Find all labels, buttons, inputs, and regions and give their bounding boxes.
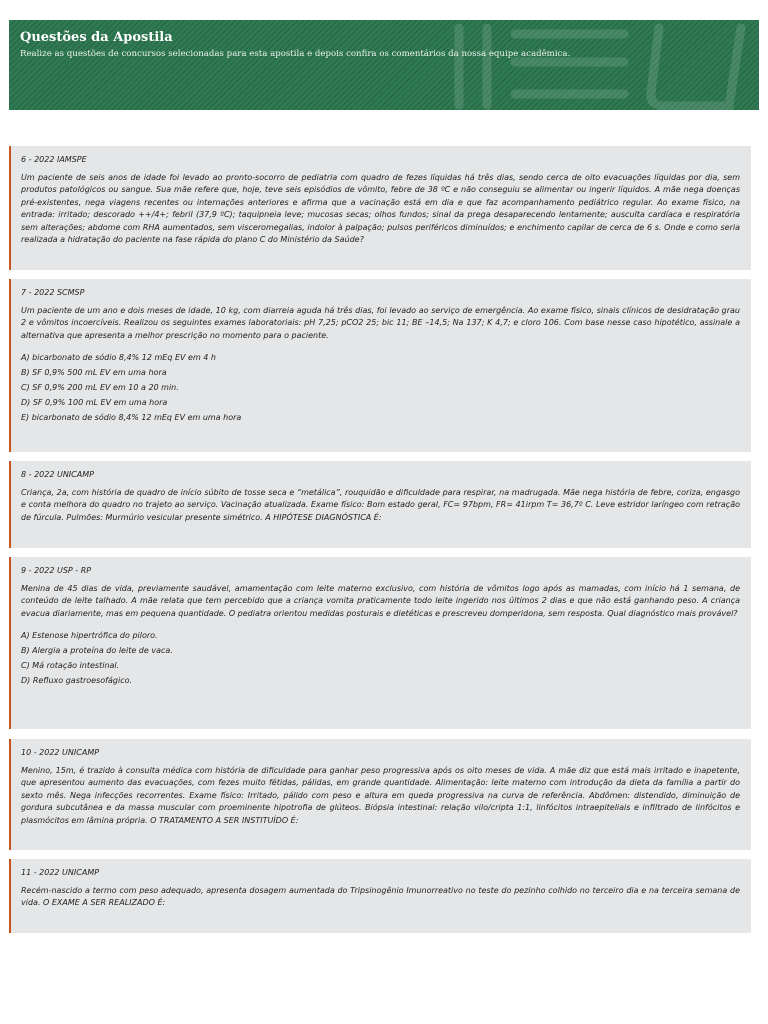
question-text: Menina de 45 dias de vida, previamente saudável, amamentação com leite materno exclusivo, com história de vômitos logo após as mamadas, com início há 1 semana, de conteúdo de leite talhado. A mãe relata que tem percebido que a criança vomita praticamente todo leite ingerido nos últimos 2 dias e que não está ganhando peso. A criança evacua diariamente, mas em pequena quantidade. O pediatra orientou medidas posturais e dietéticas e prescreveu domperidona, sem resposta. Qual diagnóstico mais provável?: [21, 584, 740, 618]
option-b[interactable]: B) Alergia a proteína do leite de vaca.: [21, 646, 173, 656]
option-d[interactable]: D) Refluxo gastroesofágico.: [21, 676, 133, 686]
option-c[interactable]: C) SF 0,9% 200 mL EV em 10 a 20 min.: [21, 383, 179, 393]
question-heading: 10 - 2022 UNICAMP: [21, 748, 100, 757]
question-text: Um paciente de um ano e dois meses de idade, 10 kg, com diarreia aguda há três dias, foi levado ao serviço de emergência. Ao exame físico, sinais clínicos de desidratação grau 2 e vômitos incoercíveis. Realizou os seguintes exames laboratoriais: pH 7,25; pCO2 25; bic 11; BE –14,5; Na 137; K 4,7; e cloro 106. Com base nesse caso hipotético, assinale a alternativa que apresenta a melhor prescrição no momento para o paciente.: [21, 306, 740, 340]
question-heading: 6 - 2022 IAMSPE: [21, 155, 87, 164]
question-text: Um paciente de seis anos de idade foi levado ao pronto-socorro de pediatria com quadro de fezes líquidas há três dias, sendo cerca de oito evacuações líquidas por dia, sem produtos patológicos ou sangue. Sua mãe refere que, hoje, teve seis episódios de vômito, febre de 38 ºC e não conseguiu se alimentar ou ingerir líquidos. A mãe nega doenças pré-existentes, nega viagens recentes ou internações anteriores e afirma que a vacinação está em dia e que faz acompanhamento pediátrico regular. Ao exame físico, na entrada: irritado; descorado ++/4+; febril (37,9 ºC); taquipneia leve; mucosas secas; olhos fundos; sinal da prega desaparecendo lentamente; ausculta cardíaca e respiratória sem alterações; abdome com RHA aumentados, sem visceromegalias, indolor à palpação; pulsos periféricos diminuídos; e enchimento capilar de cerca de 6 s. Onde e como seria realizada a hidratação do paciente na fase rápida do plano C do Ministério da Saúde?: [21, 173, 740, 245]
question-heading: 8 - 2022 UNICAMP: [21, 470, 94, 479]
question-text: Criança, 2a, com história de quadro de início súbito de tosse seca e “metálica”, rouquidão e dificuldade para respirar, na madrugada. Mãe nega história de febre, coriza, engasgo e conta melhora do quadro no trajeto ao serviço. Vacinação atualizada. Exame físico: Bom estado geral, FC= 97bpm, FR= 41irpm T= 36,7º C. Leve estridor laríngeo com retração de fúrcula. Pulmões: Murmúrio vesicular presente simétrico. A HIPÓTESE DIAGNÓSTICA É:: [21, 488, 740, 522]
header-banner: [9, 20, 759, 110]
question-heading: 7 - 2022 SCMSP: [21, 288, 85, 297]
option-d[interactable]: D) SF 0,9% 100 mL EV em uma hora: [21, 398, 168, 408]
option-a[interactable]: A) bicarbonato de sódio 8,4% 12 mEq EV em 4 h: [21, 353, 216, 363]
question-card: [9, 557, 751, 729]
question-heading: 9 - 2022 USP - RP: [21, 566, 92, 575]
question-text: Recém-nascido a termo com peso adequado, apresenta dosagem aumentada do Tripsinogênio Imunorreativo no teste do pezinho colhido no terceiro dia e na terceira semana de vida. O EXAME A SER REALIZADO É:: [21, 886, 740, 908]
question-card: [9, 859, 751, 933]
page-subtitle: Realize as questões de concursos selecionadas para esta apostila e depois confira os comentários da nossa equipe acadêmica.: [20, 49, 571, 59]
question-card: [9, 146, 751, 270]
question-card: [9, 461, 751, 548]
option-e[interactable]: E) bicarbonato de sódio 8,4% 12 mEq EV em uma hora: [21, 413, 242, 423]
options-list: [21, 350, 751, 425]
option-a[interactable]: A) Estenose hipertrófica do piloro.: [21, 631, 158, 641]
question-text: Menino, 15m, é trazido à consulta médica com história de dificuldade para ganhar peso progressiva após os oito meses de vida. A mãe diz que está mais irritado e inapetente, que apresentou aumento das evacuações, com fezes muito fétidas, pálidas, em grande quantidade. Alimentação: leite materno com introdução da dieta da família a partir do sexto mês. Nega infecções recorrentes. Exame físico: Irritado, pálido com peso e altura em queda progressiva na curva de referência. Abdômen: distendido, diminuição de gordura subcutânea e da massa muscular com proeminente hipotrofia de glúteos. Biópsia intestinal: relação vilo/cripta 1:1, linfócitos intraepiteliais e infiltrado de linfócitos e plasmócitos em lâmina própria. O TRATAMENTO A SER INSTITUÍDO É:: [21, 766, 740, 825]
option-c[interactable]: C) Má rotação intestinal.: [21, 661, 120, 671]
page-title: Questões da Apostila: [20, 30, 173, 45]
option-b[interactable]: B) SF 0,9% 500 mL EV em uma hora: [21, 368, 167, 378]
banner-logo-watermark: [429, 20, 759, 110]
question-card: [9, 739, 751, 850]
question-card: [9, 279, 751, 452]
question-heading: 11 - 2022 UNICAMP: [21, 868, 100, 877]
options-list: [21, 628, 751, 688]
